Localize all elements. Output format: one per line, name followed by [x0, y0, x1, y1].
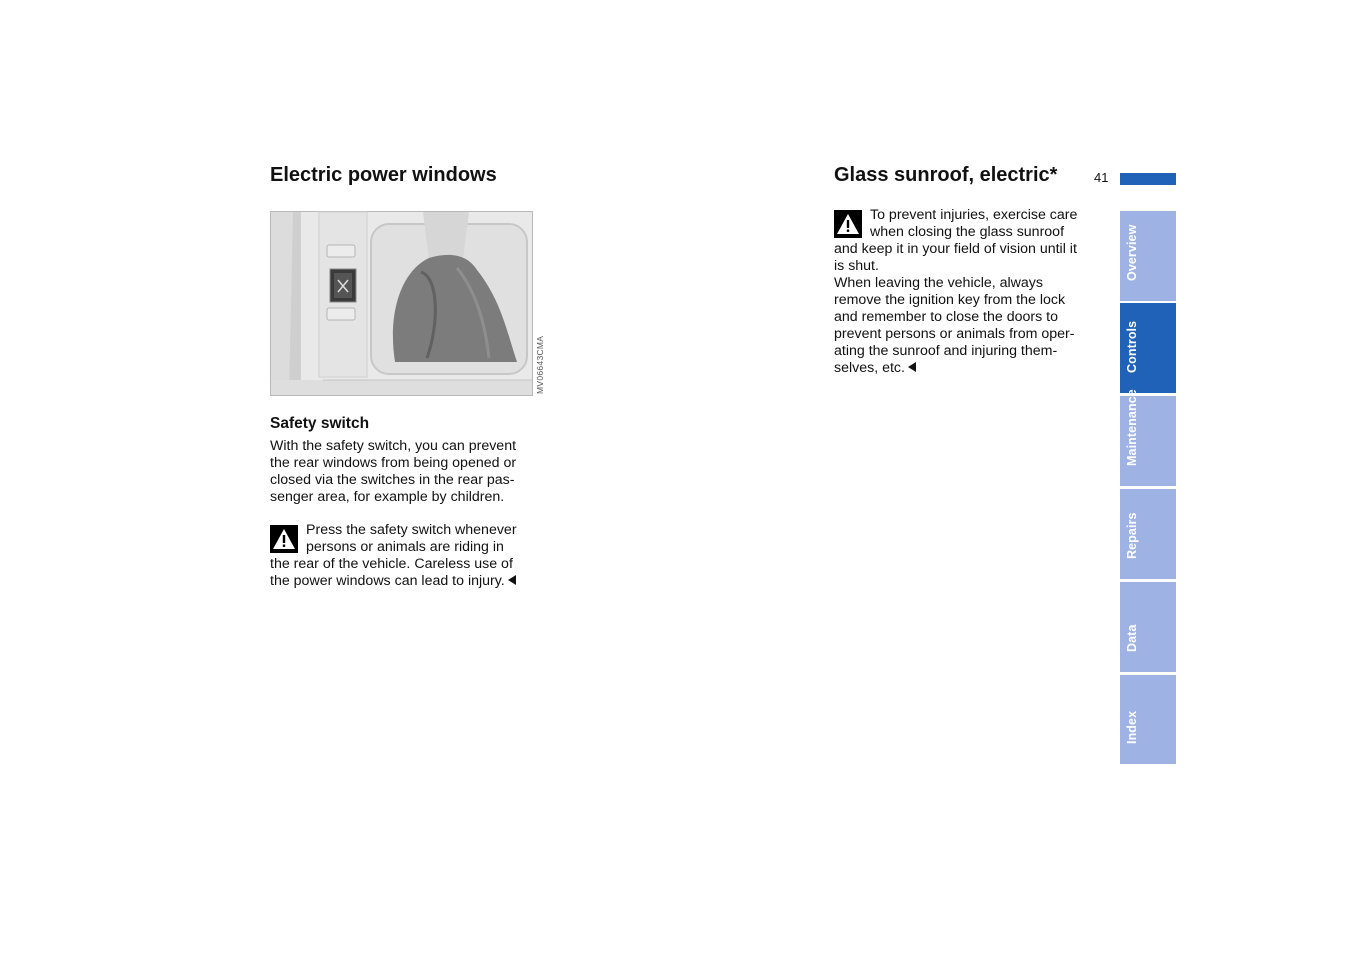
safety-switch-subheading: Safety switch	[270, 415, 370, 432]
tab-overview[interactable]	[1120, 211, 1176, 301]
tab-data[interactable]	[1120, 582, 1176, 672]
warning-line: persons or animals are riding in	[306, 539, 504, 555]
warning-line: and remember to close the doors to	[834, 309, 1058, 325]
tab-label: Repairs	[1125, 512, 1139, 559]
paragraph-line: closed via the switches in the rear pas-	[270, 472, 515, 488]
warning-line: ating the sunroof and injuring them-	[834, 343, 1058, 359]
warning-line: Press the safety switch whenever	[306, 522, 517, 538]
paragraph-line: the rear windows from being opened or	[270, 455, 517, 471]
tab-repairs[interactable]	[1120, 489, 1176, 579]
tab-label: Overview	[1125, 224, 1139, 281]
warning-line: To prevent injuries, exercise care	[870, 207, 1078, 223]
tab-label: Index	[1125, 710, 1139, 744]
warning-line: selves, etc.	[834, 360, 905, 376]
end-of-section-icon	[508, 575, 516, 585]
section-heading-power-windows: Electric power windows	[270, 164, 497, 186]
figure-safety-switch	[270, 211, 545, 396]
tab-maintenance[interactable]	[1120, 389, 1176, 486]
paragraph-line: senger area, for example by children.	[270, 489, 505, 505]
warning-line: and keep it in your field of vision until it	[834, 241, 1077, 257]
tab-label: Maintenance	[1125, 389, 1139, 466]
warning-line: the power windows can lead to injury.	[270, 573, 505, 589]
tab-controls[interactable]	[1120, 303, 1176, 393]
power-windows-warning-text	[270, 522, 545, 590]
center-console-illustration	[271, 212, 532, 395]
safety-switch-paragraph	[270, 438, 545, 506]
tab-index[interactable]	[1120, 675, 1176, 764]
section-heading-sunroof: Glass sunroof, electric*	[834, 164, 1058, 186]
warning-line: prevent persons or animals from oper-	[834, 326, 1075, 342]
page-number: 41	[1094, 170, 1109, 185]
page-marker-strip	[1120, 173, 1176, 185]
sunroof-warning-text	[834, 207, 1109, 377]
warning-line: remove the ignition key from the lock	[834, 292, 1066, 308]
warning-line: When leaving the vehicle, always	[834, 275, 1043, 291]
warning-line: when closing the glass sunroof	[870, 224, 1065, 240]
warning-line: the rear of the vehicle. Careless use of	[270, 556, 513, 572]
figure-code: MV06643CMA	[535, 335, 545, 394]
tab-label: Controls	[1125, 320, 1139, 373]
tab-label: Data	[1125, 624, 1139, 652]
end-of-section-icon	[908, 362, 916, 372]
paragraph-line: With the safety switch, you can prevent	[270, 438, 517, 454]
warning-line: is shut.	[834, 258, 879, 274]
